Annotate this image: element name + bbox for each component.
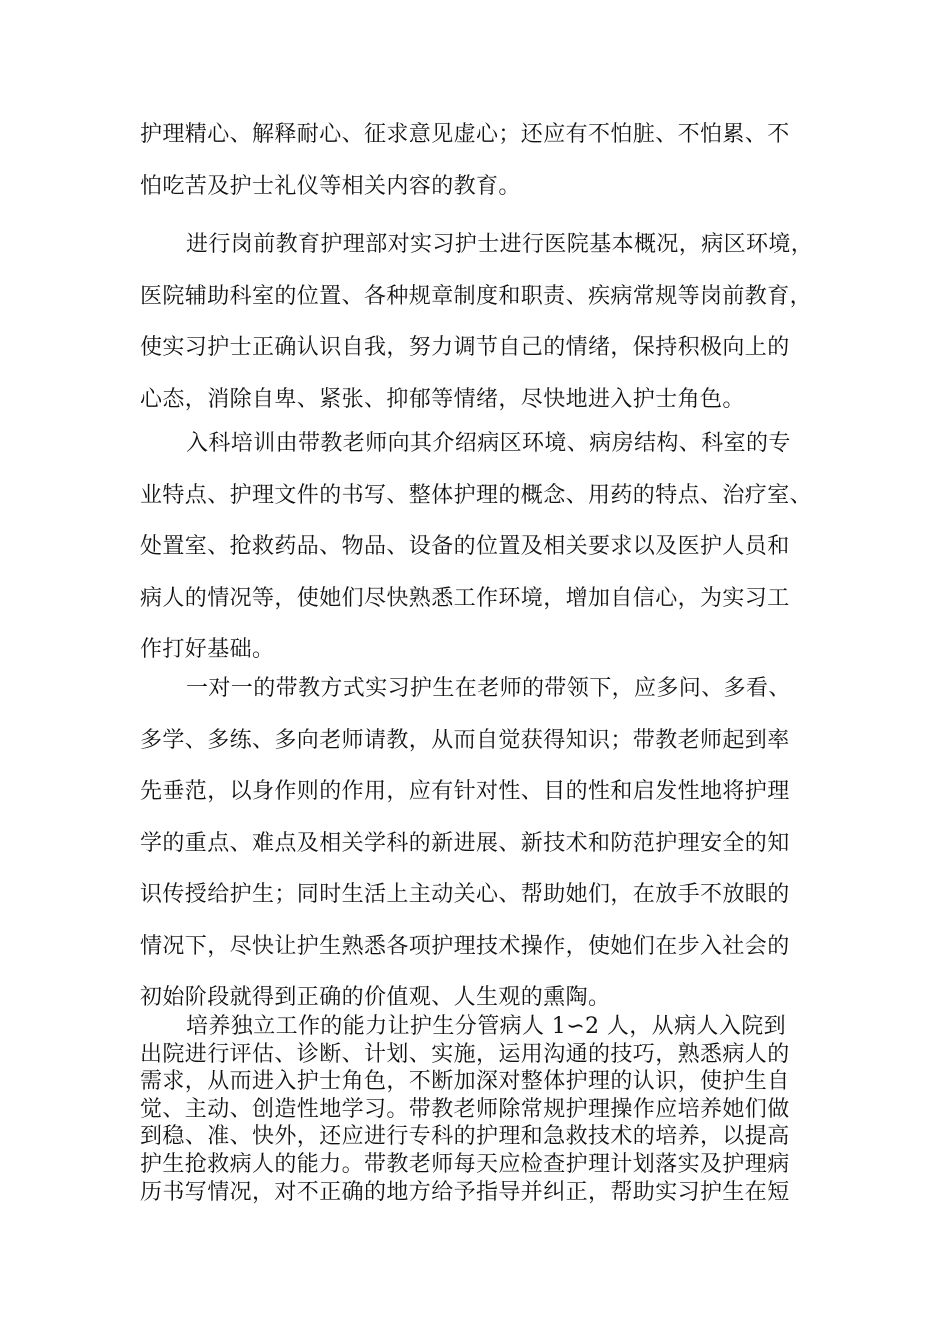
paragraph-line: 进行岗前教育护理部对实习护士进行医院基本概况，病区环境， (186, 232, 814, 257)
paragraph-4 (140, 663, 830, 1024)
paragraph-line: 识传授给护生；同时生活上主动关心、帮助她们，在放手不放眼的 (140, 882, 790, 907)
paragraph-line: 病人的情况等，使她们尽快熟悉工作环境，增加自信心，为实习工 (140, 585, 790, 611)
paragraph-line: 先垂范，以身作则的作用，应有针对性、目的性和启发性地将护理 (140, 779, 790, 804)
paragraph-line: 护生抢救病人的能力。带教老师每天应检查护理计划落实及护理病 (140, 1151, 790, 1177)
paragraph-line: 需求，从而进入护士角色，不断加深对整体护理的认识，使护生自 (140, 1069, 790, 1095)
paragraph-1 (140, 109, 830, 212)
paragraph-line: 情况下，尽快让护生熟悉各项护理技术操作，使她们在步入社会的 (140, 933, 790, 959)
paragraph-2 (140, 219, 830, 425)
paragraph-line: 使实习护士正确认识自我，努力调节自己的情绪，保持积极向上的 (140, 335, 790, 360)
paragraph-line: 处置室、抢救药品、物品、设备的位置及相关要求以及医护人员和 (140, 534, 790, 559)
paragraph-line: 业特点、护理文件的书写、整体护理的概念、用药的特点、治疗室、 (140, 482, 813, 508)
paragraph-line: 学的重点、难点及相关学科的新进展、新技术和防范护理安全的知 (140, 830, 790, 856)
paragraph-5 (140, 1013, 830, 1206)
paragraph-line: 历书写情况，对不正确的地方给予指导并纠正，帮助实习护生在短 (140, 1179, 790, 1205)
paragraph-line: 医院辅助科室的位置、各种规章制度和职责、疾病常规等岗前教育， (140, 283, 813, 309)
paragraph-line: 怕吃苦及护士礼仪等相关内容的教育。 (140, 173, 521, 199)
paragraph-line: 护理精心、解释耐心、征求意见虚心；还应有不怕脏、不怕累、不 (140, 122, 790, 147)
paragraph-line: 培养独立工作的能力让护生分管病人 1∽2 人，从病人入院到 (186, 1014, 787, 1039)
paragraph-line: 到稳、准、快外，还应进行专科的护理和急救技术的培养，以提高 (140, 1124, 790, 1150)
paragraph-3 (140, 418, 830, 676)
paragraph-line: 初始阶段就得到正确的价值观、人生观的熏陶。 (140, 985, 611, 1010)
paragraph-line: 多学、多练、多向老师请教，从而自觉获得知识；带教老师起到率 (140, 727, 790, 753)
paragraph-line: 觉、主动、创造性地学习。带教老师除常规护理操作应培养她们做 (140, 1096, 790, 1122)
paragraph-line: 作打好基础。 (140, 637, 275, 662)
paragraph-line: 心态，消除自卑、紧张、抑郁等情绪，尽快地进入护士角色。 (140, 386, 745, 412)
paragraph-line: 一对一的带教方式实习护生在老师的带领下，应多问、多看、 (186, 676, 791, 701)
paragraph-line: 出院进行评估、诊断、计划、实施，运用沟通的技巧，熟悉病人的 (140, 1041, 790, 1067)
paragraph-line: 入科培训由带教老师向其介绍病区环境、病房结构、科室的专 (186, 431, 791, 456)
